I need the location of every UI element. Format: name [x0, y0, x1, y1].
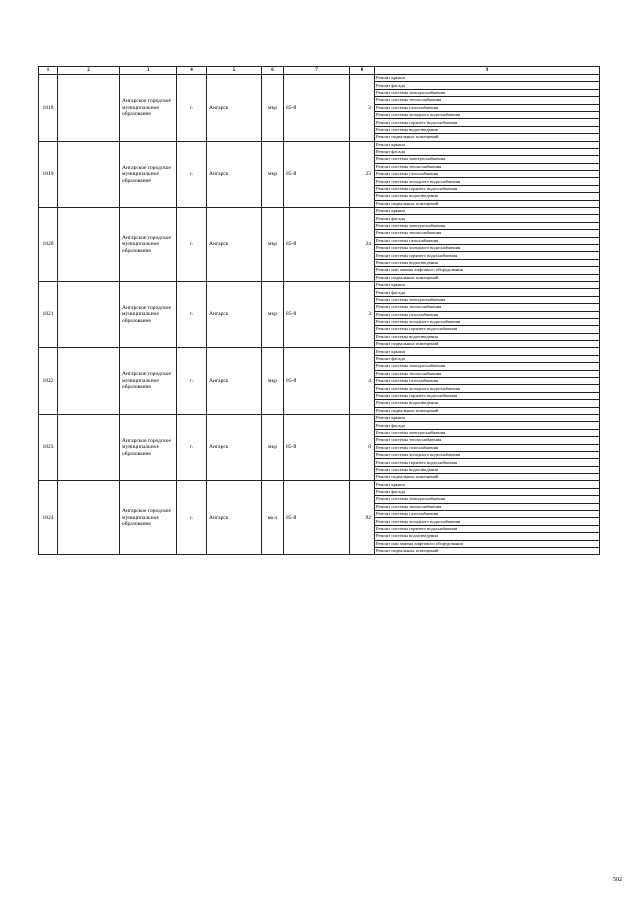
- work-item-cell: Ремонт или замена лифтового оборудования: [375, 267, 600, 274]
- column-header: 9: [375, 67, 600, 75]
- work-item-cell: Ремонт крыши: [375, 208, 600, 215]
- work-item-cell: Ремонт подвальных помещений: [375, 134, 600, 141]
- empty-cell: [58, 141, 120, 208]
- work-item-cell: Ремонт крыши: [375, 348, 600, 355]
- city-type-cell: г.: [177, 75, 207, 142]
- table-row: [39, 481, 600, 488]
- work-item-cell: Ремонт системы водоотведения: [375, 533, 600, 540]
- column-header: 2: [58, 67, 120, 75]
- house-number-cell: 92: [350, 481, 375, 555]
- table-row: [39, 75, 600, 82]
- work-item-cell: Ремонт системы электроснабжения: [375, 89, 600, 96]
- record-number-cell: 1819: [39, 141, 58, 208]
- record-number-cell: 1818: [39, 75, 58, 142]
- work-item-cell: Ремонт фасада: [375, 488, 600, 495]
- column-header: 1: [39, 67, 58, 75]
- empty-cell: [58, 481, 120, 555]
- empty-cell: [58, 281, 120, 348]
- work-item-cell: Ремонт подвальных помещений: [375, 274, 600, 281]
- work-item-cell: Ремонт системы газоснабжения: [375, 311, 600, 318]
- work-item-cell: Ремонт системы горячего водоснабжения: [375, 185, 600, 192]
- work-item-cell: Ремонт крыши: [375, 141, 600, 148]
- work-item-cell: Ремонт системы холодного водоснабжения: [375, 451, 600, 458]
- work-item-cell: Ремонт системы горячего водоснабжения: [375, 326, 600, 333]
- city-type-cell: г.: [177, 481, 207, 555]
- city-name-cell: Ангарск: [207, 281, 262, 348]
- house-number-cell: 23: [350, 141, 375, 208]
- work-item-cell: Ремонт системы газоснабжения: [375, 104, 600, 111]
- city-name-cell: Ангарск: [207, 348, 262, 415]
- city-name-cell: Ангарск: [207, 75, 262, 142]
- table-row: [39, 348, 600, 355]
- city-type-cell: г.: [177, 348, 207, 415]
- work-item-cell: Ремонт системы теплоснабжения: [375, 97, 600, 104]
- column-header: 6: [262, 67, 284, 75]
- work-item-cell: Ремонт системы водоотведения: [375, 193, 600, 200]
- work-item-cell: Ремонт или замена лифтового оборудования: [375, 540, 600, 547]
- work-item-cell: Ремонт системы холодного водоснабжения: [375, 318, 600, 325]
- work-item-cell: Ремонт системы горячего водоснабжения: [375, 392, 600, 399]
- column-number-row: [39, 67, 600, 75]
- work-item-cell: Ремонт подвальных помещений: [375, 341, 600, 348]
- work-item-cell: Ремонт крыши: [375, 75, 600, 82]
- table-row: [39, 281, 600, 288]
- column-header: 7: [284, 67, 350, 75]
- repair-plan-table: [38, 66, 600, 555]
- column-header: 4: [177, 67, 207, 75]
- column-header: 8: [350, 67, 375, 75]
- municipality-cell: Ангарское городское муниципальное образование: [120, 281, 177, 348]
- record-number-cell: 1822: [39, 348, 58, 415]
- work-item-cell: Ремонт системы горячего водоснабжения: [375, 459, 600, 466]
- work-item-cell: Ремонт фасада: [375, 82, 600, 89]
- work-item-cell: Ремонт системы водоотведения: [375, 259, 600, 266]
- municipality-cell: Ангарское городское муниципальное образование: [120, 481, 177, 555]
- work-item-cell: Ремонт системы холодного водоснабжения: [375, 111, 600, 118]
- record-number-cell: 1824: [39, 481, 58, 555]
- work-item-cell: Ремонт системы электроснабжения: [375, 429, 600, 436]
- work-item-cell: Ремонт системы электроснабжения: [375, 296, 600, 303]
- city-type-cell: г.: [177, 208, 207, 282]
- work-item-cell: Ремонт системы электроснабжения: [375, 363, 600, 370]
- street-kind-cell: мкр: [262, 414, 284, 481]
- street-kind-cell: мкр: [262, 281, 284, 348]
- work-item-cell: Ремонт подвальных помещений: [375, 200, 600, 207]
- work-item-cell: Ремонт системы холодного водоснабжения: [375, 385, 600, 392]
- city-type-cell: г.: [177, 281, 207, 348]
- street-kind-cell: мкр: [262, 141, 284, 208]
- column-header: 3: [120, 67, 177, 75]
- work-item-cell: Ремонт системы горячего водоснабжения: [375, 252, 600, 259]
- house-number-cell: 8: [350, 414, 375, 481]
- record-number-cell: 1820: [39, 208, 58, 282]
- street-name-cell: 85-й: [284, 208, 350, 282]
- work-item-cell: Ремонт подвальных помещений: [375, 407, 600, 414]
- work-item-cell: Ремонт системы водоотведения: [375, 126, 600, 133]
- city-name-cell: Ангарск: [207, 208, 262, 282]
- empty-cell: [58, 75, 120, 142]
- work-item-cell: Ремонт подвальных помещений: [375, 474, 600, 481]
- work-item-cell: Ремонт системы теплоснабжения: [375, 163, 600, 170]
- work-item-cell: Ремонт подвальных помещений: [375, 548, 600, 555]
- house-number-cell: 3: [350, 281, 375, 348]
- municipality-cell: Ангарское городское муниципальное образование: [120, 348, 177, 415]
- work-item-cell: Ремонт фасада: [375, 422, 600, 429]
- house-number-cell: 4: [350, 348, 375, 415]
- table-row: [39, 208, 600, 215]
- work-item-cell: Ремонт системы газоснабжения: [375, 171, 600, 178]
- work-item-cell: Ремонт системы холодного водоснабжения: [375, 518, 600, 525]
- empty-cell: [58, 208, 120, 282]
- street-name-cell: 85-й: [284, 348, 350, 415]
- work-item-cell: Ремонт фасада: [375, 289, 600, 296]
- record-number-cell: 1823: [39, 414, 58, 481]
- street-kind-cell: мкр: [262, 208, 284, 282]
- work-item-cell: Ремонт фасада: [375, 355, 600, 362]
- table-row: [39, 141, 600, 148]
- work-item-cell: Ремонт системы водоотведения: [375, 400, 600, 407]
- municipality-cell: Ангарское городское муниципальное образование: [120, 75, 177, 142]
- work-item-cell: Ремонт системы теплоснабжения: [375, 437, 600, 444]
- work-item-cell: Ремонт системы электроснабжения: [375, 496, 600, 503]
- work-item-cell: Ремонт системы горячего водоснабжения: [375, 119, 600, 126]
- work-item-cell: Ремонт фасада: [375, 215, 600, 222]
- work-item-cell: Ремонт системы газоснабжения: [375, 444, 600, 451]
- table-body: [39, 75, 600, 555]
- repair-plan-table-wrapper: [38, 66, 599, 555]
- empty-cell: [58, 348, 120, 415]
- municipality-cell: Ангарское городское муниципальное образование: [120, 208, 177, 282]
- work-item-cell: Ремонт системы электроснабжения: [375, 156, 600, 163]
- house-number-cell: 24: [350, 208, 375, 282]
- street-kind-cell: мкр: [262, 75, 284, 142]
- work-item-cell: Ремонт системы теплоснабжения: [375, 370, 600, 377]
- city-type-cell: г.: [177, 414, 207, 481]
- work-item-cell: Ремонт системы холодного водоснабжения: [375, 178, 600, 185]
- work-item-cell: Ремонт системы электроснабжения: [375, 222, 600, 229]
- column-header: 5: [207, 67, 262, 75]
- street-kind-cell: мкр: [262, 348, 284, 415]
- city-name-cell: Ангарск: [207, 481, 262, 555]
- work-item-cell: Ремонт крыши: [375, 414, 600, 421]
- work-item-cell: Ремонт системы водоотведения: [375, 466, 600, 473]
- municipality-cell: Ангарское городское муниципальное образование: [120, 414, 177, 481]
- work-item-cell: Ремонт системы газоснабжения: [375, 237, 600, 244]
- page-number: 502: [613, 877, 622, 883]
- city-name-cell: Ангарск: [207, 141, 262, 208]
- work-item-cell: Ремонт системы теплоснабжения: [375, 503, 600, 510]
- empty-cell: [58, 414, 120, 481]
- record-number-cell: 1821: [39, 281, 58, 348]
- work-item-cell: Ремонт системы водоотведения: [375, 333, 600, 340]
- work-item-cell: Ремонт системы теплоснабжения: [375, 304, 600, 311]
- work-item-cell: Ремонт системы газоснабжения: [375, 511, 600, 518]
- city-name-cell: Ангарск: [207, 414, 262, 481]
- table-row: [39, 414, 600, 421]
- street-name-cell: 85-й: [284, 141, 350, 208]
- work-item-cell: Ремонт системы теплоснабжения: [375, 230, 600, 237]
- work-item-cell: Ремонт системы газоснабжения: [375, 378, 600, 385]
- city-type-cell: г.: [177, 141, 207, 208]
- street-name-cell: 85-й: [284, 281, 350, 348]
- work-item-cell: Ремонт системы горячего водоснабжения: [375, 525, 600, 532]
- house-number-cell: 2: [350, 75, 375, 142]
- street-name-cell: 85-й: [284, 481, 350, 555]
- street-name-cell: 85-й: [284, 414, 350, 481]
- street-kind-cell: кв-л: [262, 481, 284, 555]
- work-item-cell: Ремонт крыши: [375, 481, 600, 488]
- street-name-cell: 85-й: [284, 75, 350, 142]
- work-item-cell: Ремонт крыши: [375, 281, 600, 288]
- work-item-cell: Ремонт системы холодного водоснабжения: [375, 244, 600, 251]
- municipality-cell: Ангарское городское муниципальное образование: [120, 141, 177, 208]
- work-item-cell: Ремонт фасада: [375, 148, 600, 155]
